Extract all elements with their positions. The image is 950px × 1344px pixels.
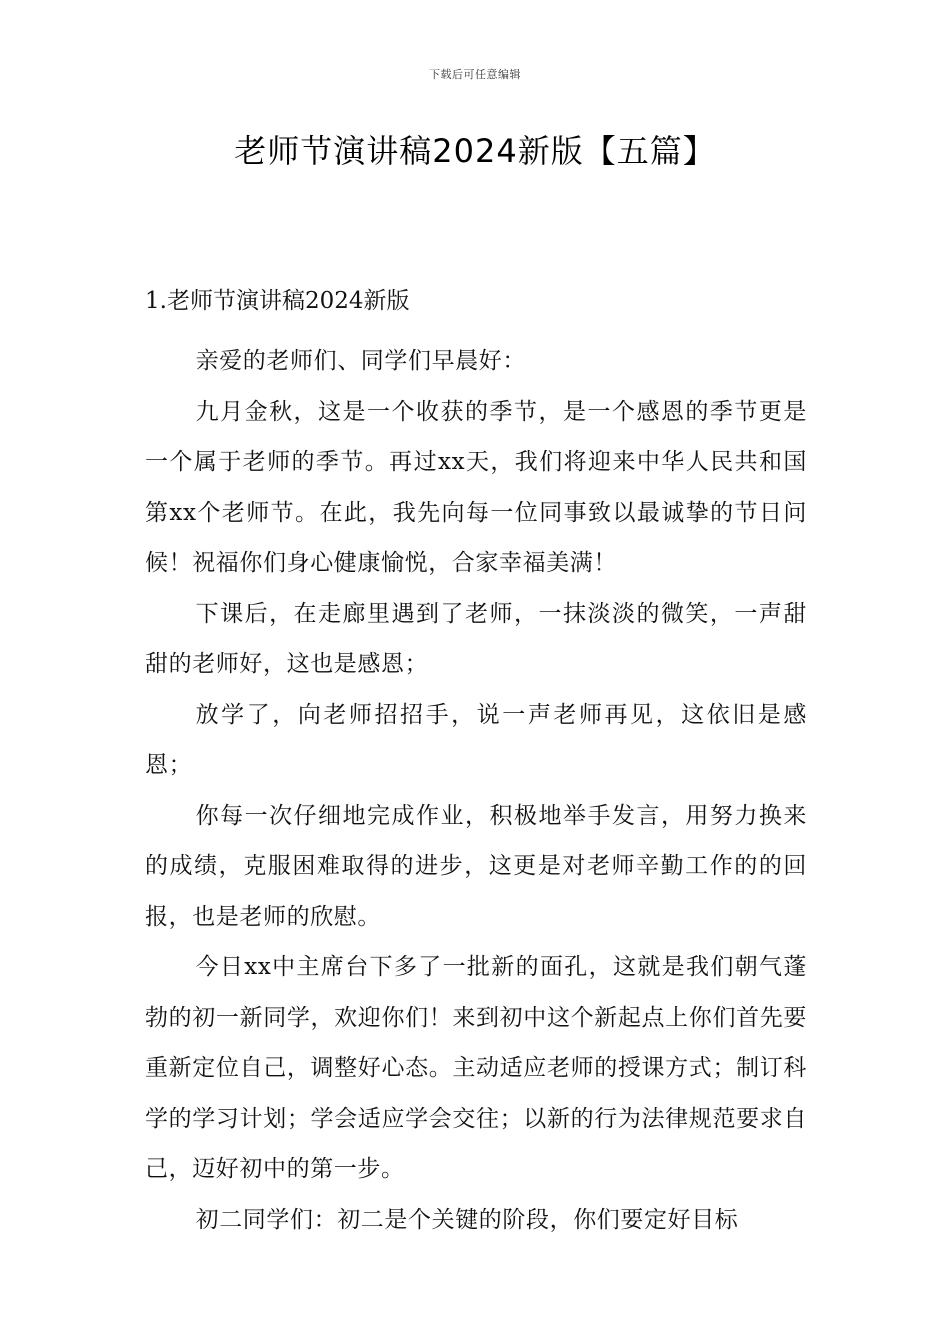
paragraph: 今日xx中主席台下多了一批新的面孔，这就是我们朝气蓬勃的初一新同学，欢迎你们！来到初中这个新起点上你们首先要重新定位自己，调整好心态。主动适应老师的授课方式；制订科学的学习计划；学会适应学会交往；以新的行为法律规范要求自己，迈好初中的第一步。 bbox=[145, 954, 807, 1182]
header-note: 下载后可任意编辑 bbox=[429, 68, 521, 81]
section-heading: 1.老师节演讲稿2024新版 bbox=[145, 288, 410, 314]
paragraph: 九月金秋，这是一个收获的季节，是一个感恩的季节更是一个属于老师的季节。再过xx天，我们将迎来中华人民共和国第xx个老师节。在此，我先向每一位同事致以最诚挚的节日问候！祝福你们身心健康愉悦，合家幸福美满！ bbox=[145, 398, 807, 576]
paragraph: 初二同学们：初二是个关键的阶段，你们要定好目标 bbox=[195, 1206, 739, 1233]
document-body bbox=[145, 280, 807, 1245]
paragraph: 放学了，向老师招招手，说一声老师再见，这依旧是感恩； bbox=[145, 701, 807, 778]
paragraph: 下课后，在走廊里遇到了老师，一抹淡淡的微笑，一声甜甜的老师好，这也是感恩； bbox=[145, 600, 807, 677]
paragraph: 你每一次仔细地完成作业，积极地举手发言，用努力换来的成绩，克服困难取得的进步，这更是对老师辛勤工作的的回报，也是老师的欣慰。 bbox=[145, 802, 807, 930]
document-title: 老师节演讲稿2024新版【五篇】 bbox=[234, 132, 716, 170]
paragraph-greeting: 亲爱的老师们、同学们早晨好： bbox=[195, 348, 526, 374]
